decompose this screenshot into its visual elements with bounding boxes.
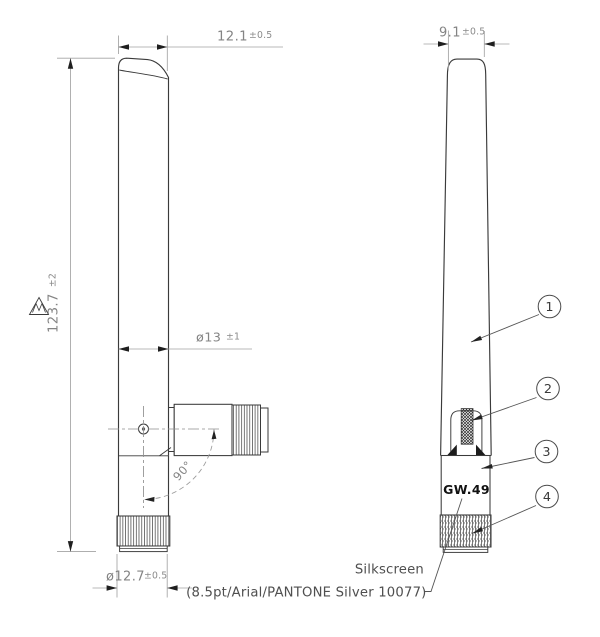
dim-overall-length — [57, 58, 115, 551]
connector-barrel — [174, 404, 232, 455]
antenna-front-view — [440, 59, 491, 552]
connector-knurl-ring — [232, 405, 261, 455]
dim-tol-body-diameter: ±1 — [226, 331, 241, 343]
dim-text-body-diameter: ø13 — [196, 330, 222, 346]
side-tip-chamfer-line — [119, 70, 167, 79]
connector-end-cap — [261, 408, 269, 452]
antenna-side-view — [108, 58, 268, 551]
dimension-texts — [43, 26, 486, 585]
svg-text:3: 3 — [542, 445, 551, 461]
hinge-angle-label: 90° — [170, 458, 195, 484]
svg-text:1: 1 — [545, 300, 554, 316]
dim-text-nut-diameter: ø12.7 — [106, 569, 145, 585]
svg-text:4: 4 — [542, 490, 552, 506]
side-knurled-nut — [117, 516, 170, 546]
balloon-3 — [482, 440, 558, 468]
dim-tol-tip-front: ±0.5 — [462, 26, 486, 38]
dim-text-overall-length: 123.7 ±2 — [46, 273, 62, 333]
svg-text:2: 2 — [543, 382, 553, 398]
connector-bracket — [169, 404, 175, 455]
dim-tol-tip-side: ±0.5 — [249, 30, 273, 41]
dim-tol-nut-diameter: ±0.5 — [144, 570, 168, 582]
dim-body-diameter — [119, 346, 253, 351]
silkscreen-note-line1: Silkscreen — [354, 562, 424, 578]
swing-arc-arrow-left — [144, 497, 154, 502]
dim-text-tip-front: 9.1 — [439, 25, 461, 41]
silkscreen-note-line2: (8.5pt/Arial/PANTONE Silver 10077) — [186, 585, 427, 601]
dim-text-tip-side: 12.1 — [217, 29, 248, 45]
front-body-outline — [441, 59, 492, 455]
front-hinge-knurl-strip — [461, 409, 473, 445]
silkscreen-note — [186, 499, 462, 601]
silkscreen-label: GW.49 — [443, 482, 490, 497]
